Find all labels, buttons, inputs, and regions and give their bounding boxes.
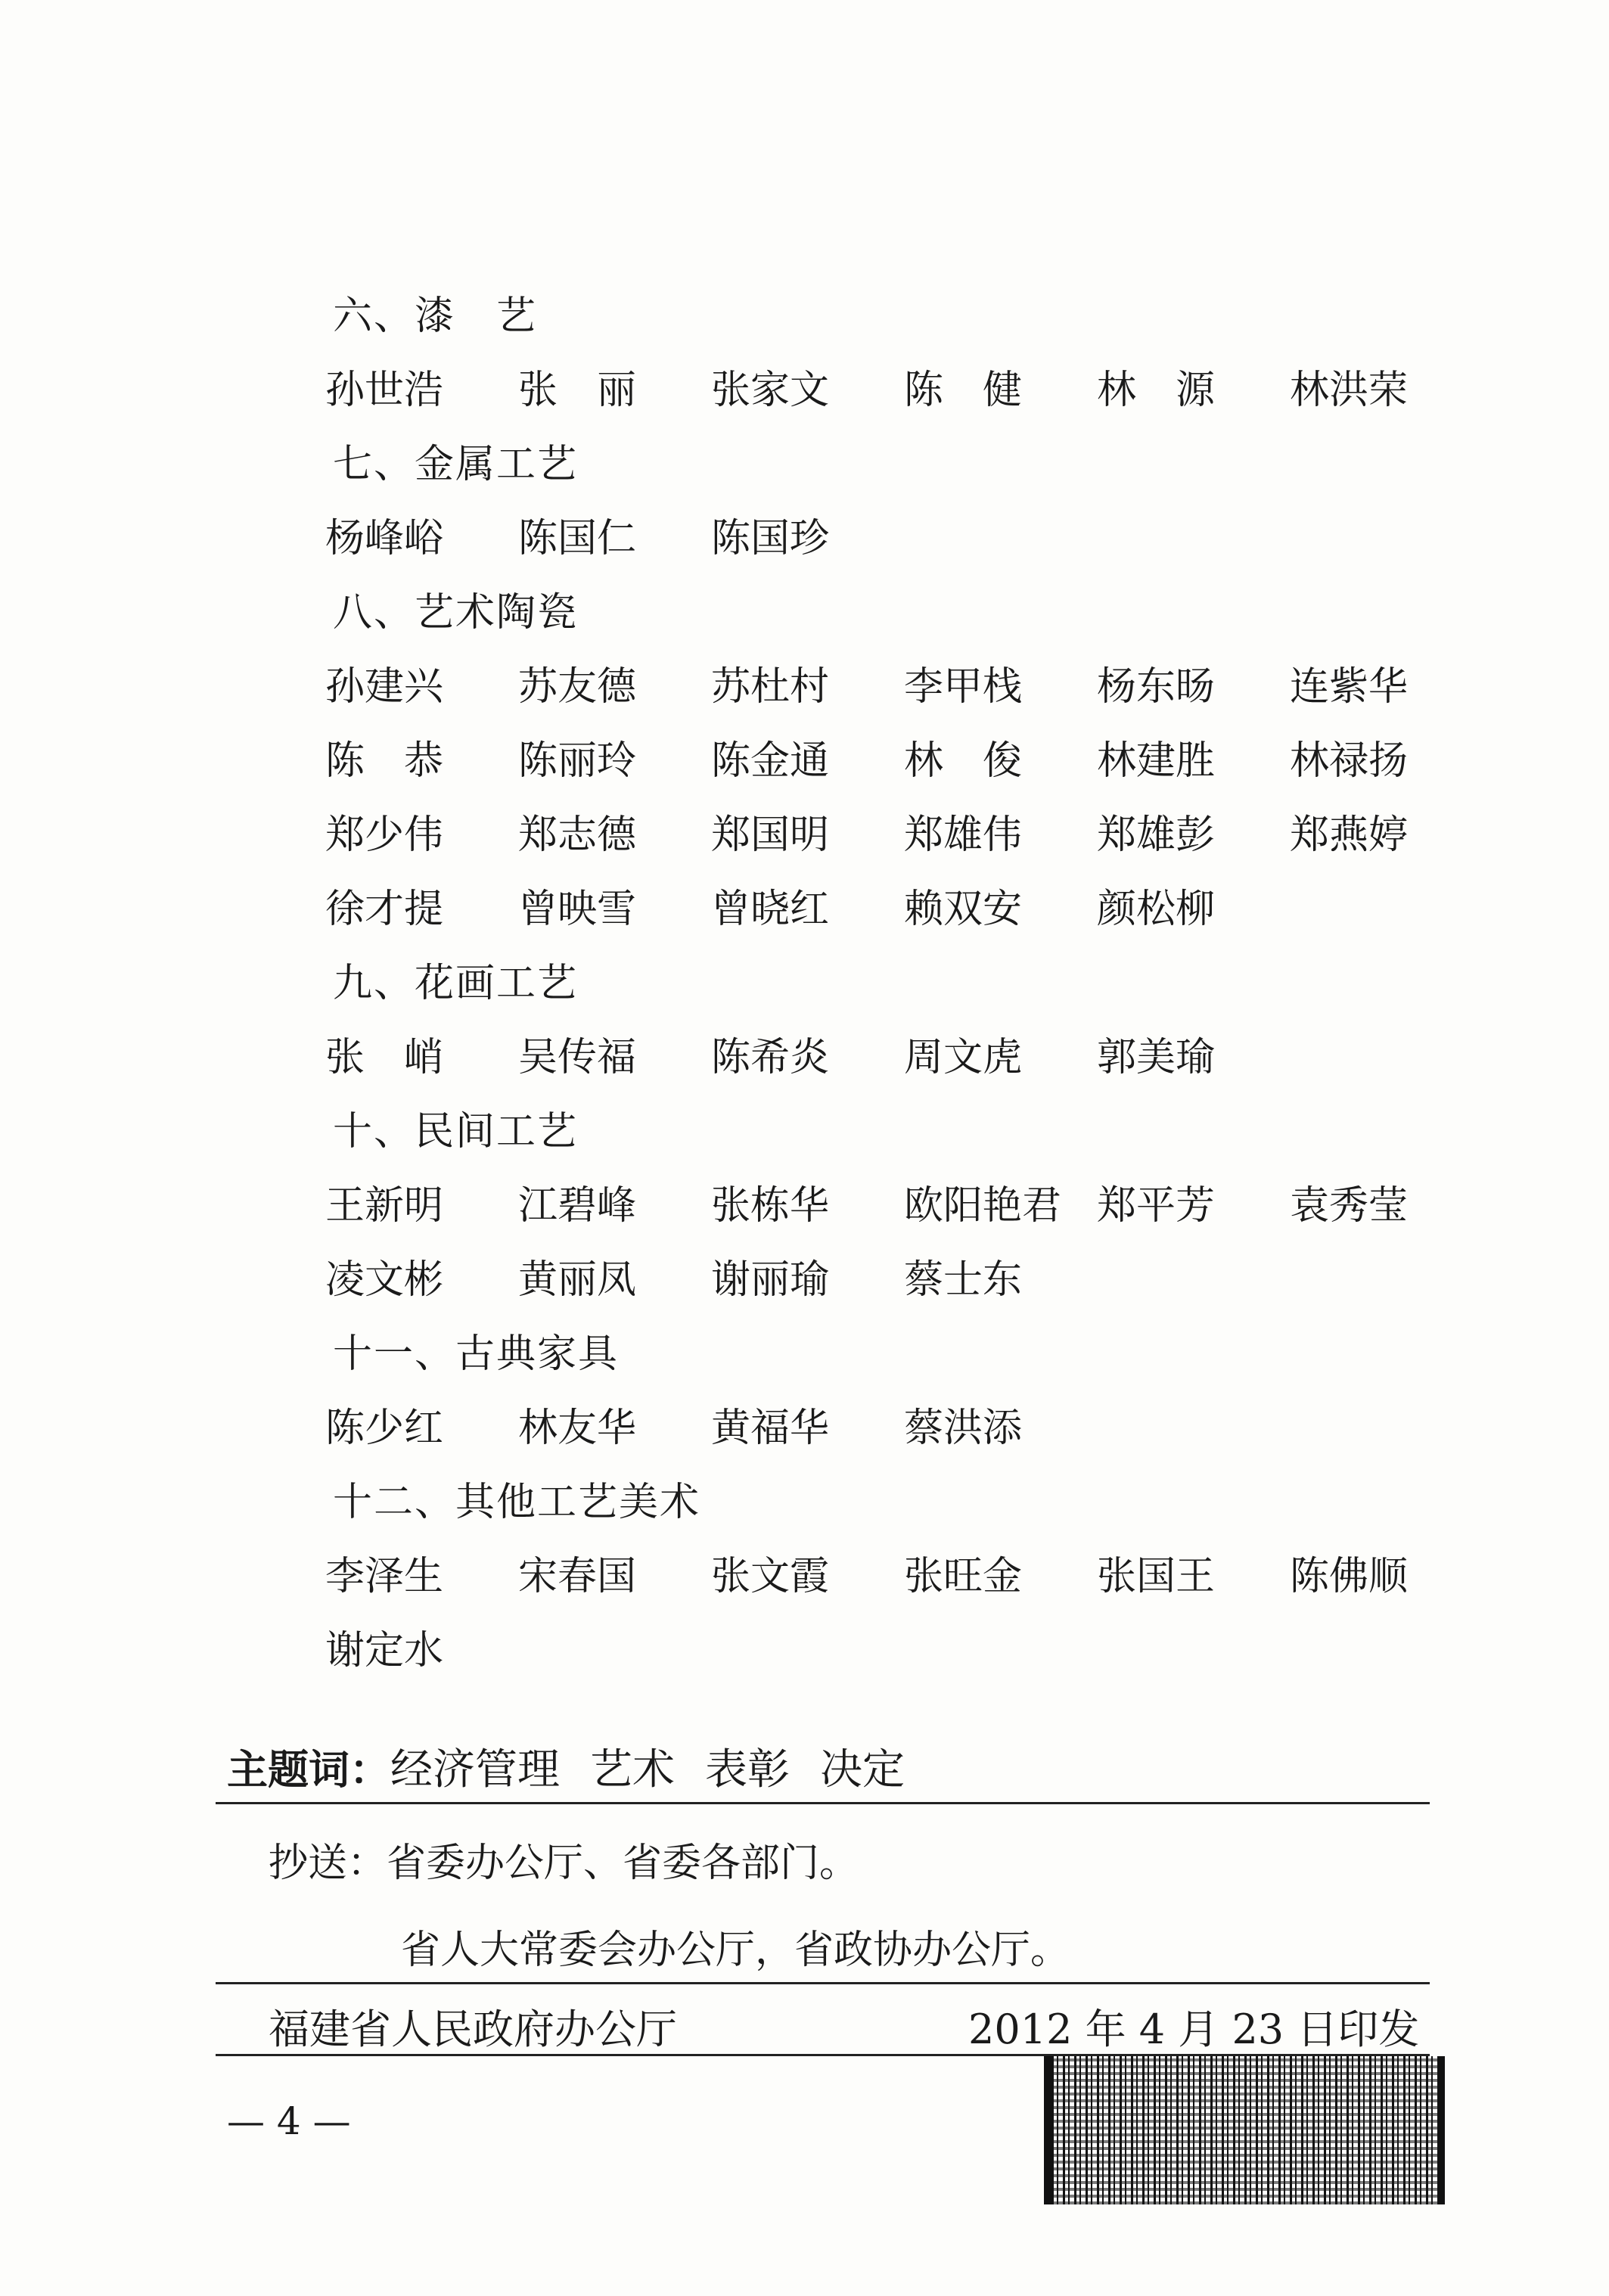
cc-recipients-1: 省委办公厅、省委各部门。 <box>387 1841 859 1886</box>
barcode-image <box>1044 2056 1445 2204</box>
awardee-name: 郑平芳 <box>1097 1183 1216 1229</box>
awardee-name: 林禄扬 <box>1290 738 1409 784</box>
awardee-name: 郑志德 <box>518 812 637 858</box>
keyword: 艺术 <box>590 1745 675 1794</box>
awardee-name: 吴传福 <box>518 1035 637 1080</box>
cc-label: 抄送： <box>269 1841 387 1886</box>
awardee-name: 林建胜 <box>1097 738 1216 784</box>
awardee-name: 孙世浩 <box>325 368 444 413</box>
awardee-name: 陈国珍 <box>711 516 830 561</box>
awardee-name: 陈 健 <box>904 368 1023 413</box>
awardee-name: 林友华 <box>518 1406 637 1451</box>
awardee-name: 杨东旸 <box>1097 664 1216 710</box>
awardee-name: 郑少伟 <box>325 812 444 858</box>
awardee-name: 郑雄彭 <box>1097 812 1216 858</box>
awardee-name: 张家文 <box>711 368 830 413</box>
awardee-name: 欧阳艳君 <box>904 1183 1062 1229</box>
awardee-name: 孙建兴 <box>325 664 444 710</box>
awardee-name: 陈佛顺 <box>1290 1554 1409 1599</box>
keyword: 决定 <box>820 1745 905 1794</box>
awardee-name: 陈少红 <box>325 1406 444 1451</box>
awardee-name: 郑雄伟 <box>904 812 1023 858</box>
awardee-name: 郑燕婷 <box>1290 812 1409 858</box>
awardee-name: 苏杜村 <box>711 664 830 710</box>
cc-line-1 <box>269 1831 859 1887</box>
awardee-name: 谢定水 <box>325 1628 444 1673</box>
section-title: 七、金属工艺 <box>333 442 579 487</box>
awardee-name: 陈金通 <box>711 738 830 784</box>
awardee-name: 颜松柳 <box>1097 887 1216 932</box>
awardee-name: 陈 恭 <box>325 738 444 784</box>
awardee-name: 郭美瑜 <box>1097 1035 1216 1080</box>
awardee-name: 袁秀莹 <box>1290 1183 1409 1229</box>
awardee-name: 黄丽凤 <box>518 1257 637 1303</box>
subject-keywords <box>227 1736 905 1797</box>
awardee-name: 郑国明 <box>711 812 830 858</box>
section-title: 九、花画工艺 <box>333 961 579 1006</box>
awardee-name: 徐才提 <box>325 887 444 932</box>
awardee-name: 周文虎 <box>904 1035 1023 1080</box>
awardee-name: 江碧峰 <box>518 1183 637 1229</box>
awardee-name: 曾映雪 <box>518 887 637 932</box>
section-title: 十二、其他工艺美术 <box>333 1480 701 1525</box>
awardee-name: 黄福华 <box>711 1406 830 1451</box>
awardee-name: 陈丽玲 <box>518 738 637 784</box>
awardee-name: 林 源 <box>1097 368 1216 413</box>
awardee-name: 林 俊 <box>904 738 1023 784</box>
awardee-name: 张文霞 <box>711 1554 830 1599</box>
section-title: 六、漆 艺 <box>333 294 538 339</box>
awardee-name: 李甲栈 <box>904 664 1023 710</box>
section-title: 八、艺术陶瓷 <box>333 590 579 635</box>
awardee-name: 赖双安 <box>904 887 1023 932</box>
awardee-name: 张 峭 <box>325 1035 444 1080</box>
awardee-name: 陈国仁 <box>518 516 637 561</box>
awardee-name: 苏友德 <box>518 664 637 710</box>
awardee-name: 谢丽瑜 <box>711 1257 830 1303</box>
awardee-name: 张国王 <box>1097 1554 1216 1599</box>
keyword: 经济管理 <box>390 1745 560 1794</box>
divider-line <box>216 1982 1430 1984</box>
awardee-name: 蔡士东 <box>904 1257 1023 1303</box>
page-number: — 4 — <box>227 2099 351 2143</box>
awardee-name: 杨峰峪 <box>325 516 444 561</box>
awardee-name: 宋春国 <box>518 1554 637 1599</box>
divider-line <box>216 1802 1430 1804</box>
awardee-name: 曾晓红 <box>711 887 830 932</box>
awardee-name: 凌文彬 <box>325 1257 444 1303</box>
keywords-label: 主题词： <box>227 1746 390 1794</box>
section-title: 十一、古典家具 <box>333 1331 620 1377</box>
cc-recipients-2: 省人大常委会办公厅，省政协办公厅。 <box>401 1928 1070 1973</box>
awardee-name: 张 丽 <box>518 368 637 413</box>
awardee-name: 李泽生 <box>325 1554 444 1599</box>
section-title: 十、民间工艺 <box>333 1109 579 1154</box>
awardee-name: 林洪荣 <box>1290 368 1409 413</box>
awardee-name: 蔡洪添 <box>904 1406 1023 1451</box>
awardee-name: 连紫华 <box>1290 664 1409 710</box>
issue-date: 2012 年 4 月 23 日印发 <box>968 2006 1420 2053</box>
awardee-name: 王新明 <box>325 1183 444 1229</box>
awardee-name: 张旺金 <box>904 1554 1023 1599</box>
issuing-office: 福建省人民政府办公厅 <box>269 2006 677 2053</box>
awardee-name: 张栋华 <box>711 1183 830 1229</box>
awardee-name: 陈希炎 <box>711 1035 830 1080</box>
keyword: 表彰 <box>705 1745 790 1794</box>
